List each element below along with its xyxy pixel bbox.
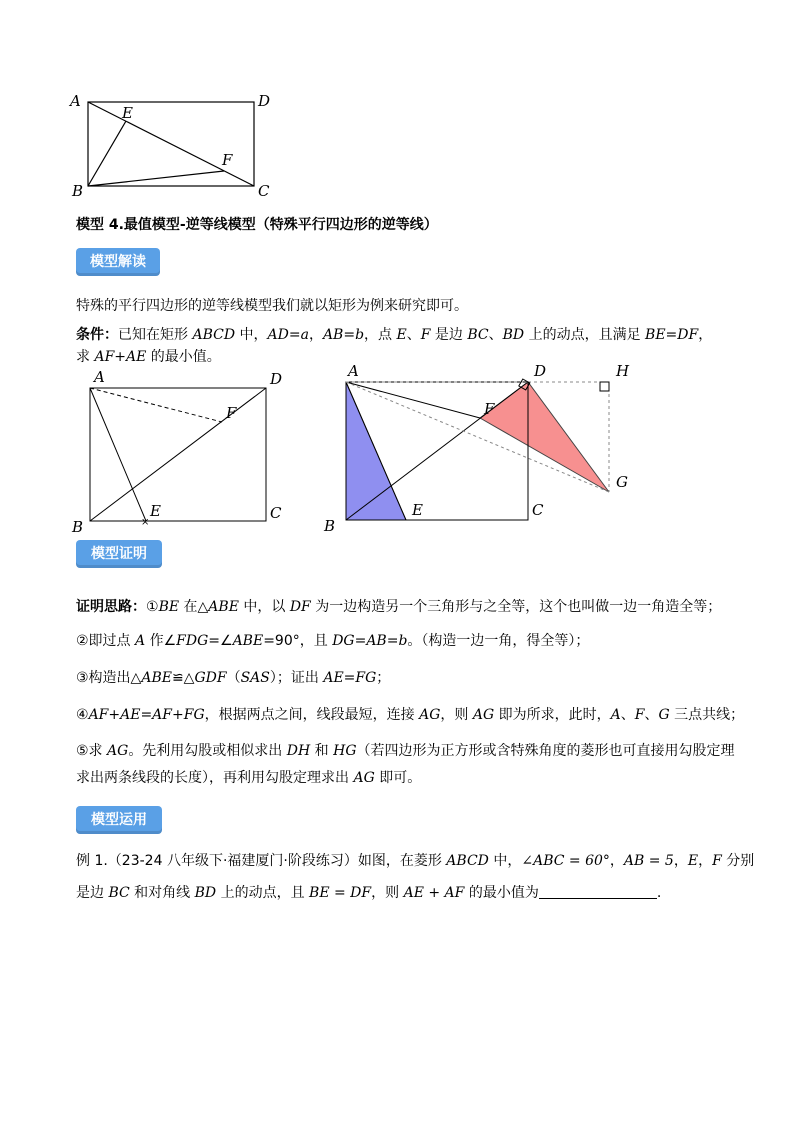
text-span: 的最小值为 (464, 885, 539, 901)
cross-mark-icon: × (141, 517, 150, 528)
proof-label: 证明思路： (76, 599, 146, 615)
math-span: ABCD (446, 853, 489, 869)
math-span: AD=a (267, 327, 309, 343)
math-span: DF (289, 599, 311, 615)
text-span: 的最小值。 (146, 349, 221, 365)
figure-rectangle-2 (66, 366, 296, 536)
math-span: E (687, 853, 699, 869)
fig2-label-e: E (150, 502, 161, 520)
text-span: 上的动点，且 (216, 885, 310, 901)
text-span: 分别 (721, 853, 755, 869)
math-span: AF+AE=AF+FG (88, 707, 205, 723)
example-line-1 (76, 851, 754, 871)
fig3-label-f: F (484, 400, 495, 418)
fig1-label-d: D (258, 92, 271, 110)
text-span: ， (698, 853, 713, 869)
fig3-label-b: B (324, 517, 336, 535)
math-span: AB=b (322, 327, 365, 343)
condition-line-1 (76, 325, 712, 345)
text-span: 和 (310, 743, 334, 759)
text-span: （若四边形为正方形或含特殊角度的菱形也可直接用勾股定理 (356, 743, 735, 759)
text-span: =∠ (208, 633, 233, 649)
math-span: DG=AB=b (332, 633, 408, 649)
fig1-label-a: A (70, 92, 81, 110)
math-span: F (712, 853, 722, 869)
proof-step-2 (76, 631, 589, 651)
text-span: 例 1.（23-24 八年级下·福建厦门·阶段练习）如图，在菱形 (76, 853, 447, 869)
math-span: F (420, 327, 431, 343)
math-span: AG (419, 707, 441, 723)
proof-step-4 (76, 705, 744, 725)
fig1-label-c: C (258, 182, 270, 200)
answer-blank[interactable] (539, 884, 657, 899)
math-span: AF+AE (94, 349, 147, 365)
math-span: A (135, 633, 146, 649)
tag-model-reading: 模型解读 (76, 248, 160, 276)
text-span: ③构造出△ (76, 670, 142, 686)
text-span: 在△ (179, 599, 209, 615)
condition-label: 条件： (76, 327, 118, 343)
fig3-label-h: H (616, 362, 630, 380)
fig2-label-b: B (72, 518, 84, 536)
math-span: DH (286, 743, 311, 759)
fig3-label-e: E (412, 501, 423, 519)
math-span: BD (194, 885, 217, 901)
math-span: BE = DF (309, 885, 372, 901)
math-span: BC (108, 885, 130, 901)
math-span: BC (467, 327, 489, 343)
fig3-label-g: G (616, 473, 628, 491)
math-span: AG (107, 743, 129, 759)
fig3-label-a: A (348, 362, 359, 380)
example-line-2 (76, 883, 661, 903)
math-span: SAS (240, 670, 270, 686)
proof-step-1 (76, 597, 721, 617)
text-span: ≌△ (171, 670, 195, 686)
text-span: 。（构造一边一角，得全等）； (407, 633, 590, 649)
fig2-label-f: F (226, 404, 237, 422)
text-span: 、 (488, 327, 503, 343)
text-span: ⑤求 (76, 743, 108, 759)
text-span: 、 (620, 707, 635, 723)
fig2-label-d: D (270, 370, 283, 388)
text-span: 作∠ (145, 633, 177, 649)
math-span: ABCD (192, 327, 236, 343)
text-span: 即可。 (374, 770, 422, 786)
math-span: AG (472, 707, 495, 723)
text-span: 、 (406, 327, 421, 343)
text-span: ，点 (364, 327, 397, 343)
math-span: BE=DF (645, 327, 699, 343)
text-span: 。先利用勾股或相似求出 (128, 743, 287, 759)
text-span: ， (308, 327, 323, 343)
text-span: ）；证出 (269, 670, 324, 686)
text-span: ， (673, 853, 688, 869)
math-span: BD (502, 327, 525, 343)
text-span: 是边 (76, 885, 109, 901)
proof-step-5-line-2 (76, 768, 421, 788)
text-span: 、 (644, 707, 659, 723)
text-span: . (656, 885, 662, 901)
math-span: A (610, 707, 621, 723)
proof-step-5 (76, 741, 735, 761)
condition-line-2 (76, 347, 221, 367)
text-span: 即为所求，此时， (494, 707, 611, 723)
math-span: E (396, 327, 407, 343)
math-span: BE (158, 599, 180, 615)
text-span: ； (376, 670, 391, 686)
fig1-label-e: E (122, 104, 133, 122)
tag-model-proof: 模型证明 (76, 540, 162, 568)
text-span: ，则 (371, 885, 404, 901)
text-span: 求出两条线段的长度），再利用勾股定理求出 (76, 770, 354, 786)
section-heading: 模型 4.最值模型-逆等线模型（特殊平行四边形的逆等线） (76, 217, 438, 233)
text-span: ，根据两点之间，线段最短，连接 (204, 707, 420, 723)
text-span: ， (698, 327, 713, 343)
math-span: HG (333, 743, 357, 759)
text-span: 中， (235, 327, 268, 343)
text-span: 中， (488, 853, 522, 869)
fig1-label-b: B (72, 182, 84, 200)
math-span: ABE (232, 633, 264, 649)
text-span: 是边 (430, 327, 468, 343)
fig3-label-d: D (534, 362, 547, 380)
math-span: AG (353, 770, 375, 786)
intro-text: 特殊的平行四边形的逆等线模型我们就以矩形为例来研究即可。 (76, 298, 468, 314)
text-span: 为一边构造另一个三角形与之全等，这个也叫做一边一角造全等； (310, 599, 722, 615)
text-span: ， (609, 853, 624, 869)
text-span: 三点共线； (669, 707, 745, 723)
fig1-label-f: F (222, 151, 233, 169)
text-span: =90°，且 (263, 633, 333, 649)
math-span: ∠ABC = 60° (521, 853, 610, 869)
math-span: ABE (141, 670, 172, 686)
proof-step-3 (76, 668, 390, 688)
text-span: 求 (76, 349, 95, 365)
math-span: F (634, 707, 645, 723)
math-span: GDF (194, 670, 227, 686)
figure-construction (318, 360, 648, 540)
math-span: AB = 5 (623, 853, 674, 869)
math-span: AE=FG (323, 670, 377, 686)
text-span: 和对角线 (129, 885, 195, 901)
fig2-label-c: C (270, 504, 282, 522)
fig2-label-a: A (94, 368, 105, 386)
math-span: FDG (176, 633, 209, 649)
fig3-label-c: C (532, 501, 544, 519)
text-span: 上的动点，且满足 (524, 327, 646, 343)
text-span: ④ (76, 707, 89, 723)
figure-rectangle-1 (60, 88, 290, 200)
text-span: 已知在矩形 (118, 327, 193, 343)
text-span: 中，以 (238, 599, 290, 615)
math-span: AE + AF (403, 885, 465, 901)
text-span: （ (226, 670, 241, 686)
tag-model-usage: 模型运用 (76, 806, 162, 834)
text-span: ① (146, 599, 159, 615)
math-span: G (658, 707, 670, 723)
math-span: ABE (208, 599, 239, 615)
text-span: ②即过点 (76, 633, 136, 649)
text-span: ，则 (440, 707, 473, 723)
